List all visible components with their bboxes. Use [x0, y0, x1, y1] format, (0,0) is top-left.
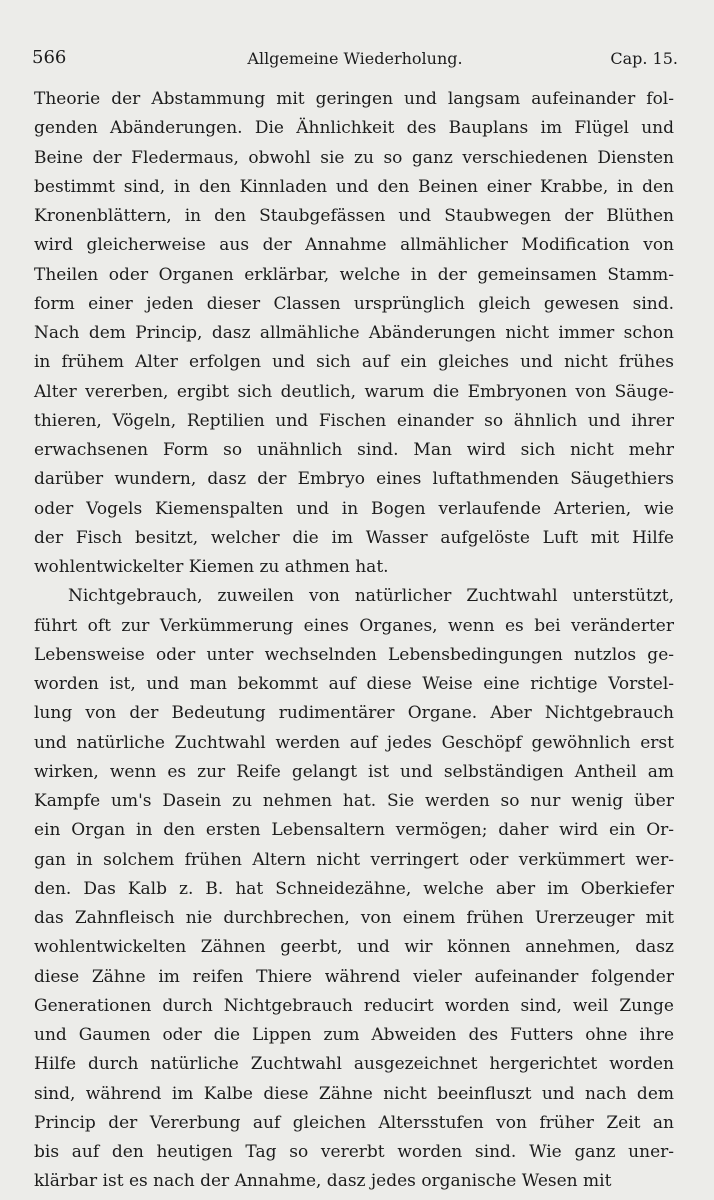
text-line: und Gaumen oder die Lippen zum Abweiden des Futters ohne ihre — [34, 1025, 674, 1045]
text-line: form einer jeden dieser Classen ursprünglich gleich gewesen sind. — [34, 293, 674, 314]
text-line: Beine der Fledermaus, obwohl sie zu so ganz verschiedenen Diensten — [34, 147, 674, 168]
running-head: Allgemeine Wiederholung. — [247, 49, 463, 68]
text-line: Generationen durch Nichtgebrauch reducirt worden sind, weil Zunge — [34, 995, 674, 1016]
text-line: Nach dem Princip, dasz allmähliche Abänderungen nicht immer schon — [34, 323, 674, 343]
text-line: bestimmt sind, in den Kinnladen und den Beinen einer Krabbe, in den — [34, 176, 674, 197]
text-line: Theorie der Abstammung mit geringen und langsam aufeinander fol- — [34, 89, 674, 109]
text-line: Lebensweise oder unter wechselnden Lebensbedingungen nutzlos ge- — [34, 644, 674, 665]
text-line: thieren, Vögeln, Reptilien und Fischen einander so ähnlich und ihrer — [34, 410, 674, 431]
text-line: Kampfe um's Dasein zu nehmen hat. Sie werden so nur wenig über — [34, 791, 674, 811]
text-line: wohlentwickelter Kiemen zu athmen hat. — [34, 557, 389, 577]
body-text — [34, 85, 674, 1197]
text-line: Hilfe durch natürliche Zuchtwahl ausgezeichnet hergerichtet worden — [34, 1054, 674, 1075]
text-line: Princip der Vererbung auf gleichen Altersstufen von früher Zeit an — [34, 1112, 674, 1133]
text-line: das Zahnfleisch nie durchbrechen, von einem frühen Urerzeuger mit — [34, 908, 674, 928]
text-line: Alter vererben, ergibt sich deutlich, warum die Embryonen von Säuge- — [34, 381, 674, 402]
text-line: lung von der Bedeutung rudimentärer Organe. Aber Nichtgebrauch — [34, 703, 674, 724]
text-line: worden ist, und man bekommt auf diese Weise eine richtige Vorstel- — [34, 674, 674, 694]
text-line: erwachsenen Form so unähnlich sind. Man wird sich nicht mehr — [34, 440, 674, 460]
text-line: wird gleicherweise aus der Annahme allmählicher Modification von — [34, 235, 674, 256]
text-line: darüber wundern, dasz der Embryo eines luftathmenden Säugethiers — [34, 469, 674, 490]
text-line: Theilen oder Organen erklärbar, welche in der gemeinsamen Stamm- — [34, 264, 674, 285]
text-line: wirken, wenn es zur Reife gelangt ist und selbständigen Antheil am — [34, 761, 674, 782]
text-line: diese Zähne im reifen Thiere während vieler aufeinander folgender — [34, 966, 674, 987]
text-line: oder Vogels Kiemenspalten und in Bogen verlaufende Arterien, wie — [34, 498, 674, 519]
page-header — [32, 44, 678, 72]
text-line: gan in solchem frühen Altern nicht verringert oder verkümmert wer- — [34, 849, 674, 870]
text-line: bis auf den heutigen Tag so vererbt worden sind. Wie ganz uner- — [34, 1142, 674, 1162]
text-line: genden Abänderungen. Die Ähnlichkeit des Bauplans im Flügel und — [34, 118, 674, 139]
text-line: führt oft zur Verkümmerung eines Organes, wenn es bei veränderter — [34, 615, 674, 636]
page-number: 566 — [32, 47, 67, 68]
text-line: den. Das Kalb z. B. hat Schneidezähne, welche aber im Oberkiefer — [34, 878, 674, 899]
text-line: Nichtgebrauch, zuweilen von natürlicher Zuchtwahl unterstützt, — [68, 586, 674, 607]
text-line: klärbar ist es nach der Annahme, dasz jedes organische Wesen mit — [34, 1171, 612, 1192]
text-line: ein Organ in den ersten Lebensaltern vermögen; daher wird ein Or- — [34, 820, 674, 841]
chapter-reference: Cap. 15. — [610, 49, 678, 68]
text-line: in frühem Alter erfolgen und sich auf ein gleiches und nicht frühes — [34, 352, 674, 373]
paragraph — [34, 582, 674, 1196]
text-line: Kronenblättern, in den Staubgefässen und Staubwegen der Blüthen — [34, 206, 674, 226]
text-line: der Fisch besitzt, welcher die im Wasser aufgelöste Luft mit Hilfe — [34, 527, 674, 548]
text-line: und natürliche Zuchtwahl werden auf jedes Geschöpf gewöhnlich erst — [34, 732, 674, 753]
text-line: wohlentwickelten Zähnen geerbt, und wir können annehmen, dasz — [34, 937, 674, 958]
paragraph — [34, 85, 674, 582]
text-line: sind, während im Kalbe diese Zähne nicht beeinfluszt und nach dem — [34, 1083, 674, 1104]
